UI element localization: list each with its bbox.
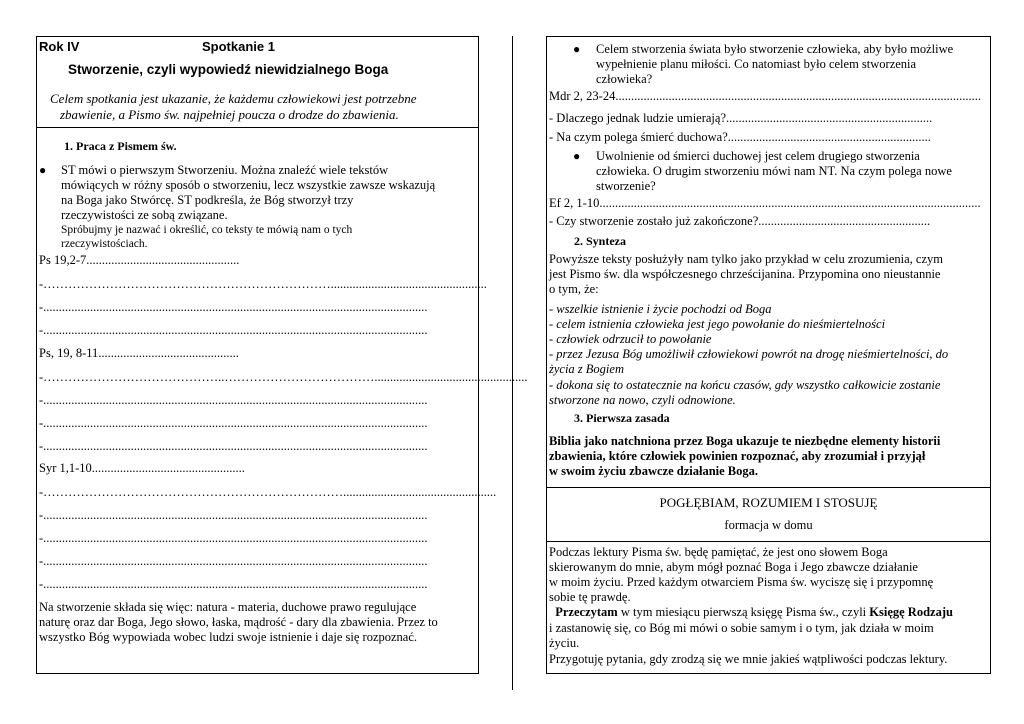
home-line-1: Podczas lektury Pisma św. będę pamiętać, że jest ono słowem Boga bbox=[549, 545, 888, 559]
answer-line: -........................................................................................................................... bbox=[39, 508, 428, 522]
left-header-separator bbox=[36, 127, 479, 128]
answer-line: -........................................................................................................................... bbox=[39, 393, 428, 407]
q1-line-2: wypełnienie planu miłości. Co natomiast było celem stworzenia bbox=[596, 57, 917, 71]
section-3-title: 3. Pierwsza zasada bbox=[574, 411, 670, 425]
question-why-die: - Dlaczego jednak ludzie umierają?.................................................................. bbox=[549, 111, 933, 125]
point-3: - człowiek odrzucił to powołanie bbox=[549, 332, 712, 346]
read-middle: w tym miesiącu pierwszą księgę Pisma św., czyli bbox=[617, 605, 870, 619]
intro-line-3: na Boga jako Stwórcę. ST podkreśla, że Bóg stworzył trzy bbox=[61, 193, 354, 207]
synteza-line-3: o tym, że: bbox=[549, 282, 599, 296]
answer-line: -........................................................................................................................... bbox=[39, 416, 428, 430]
point-1: - wszelkie istnienie i życie pochodzi od Boga bbox=[549, 302, 772, 316]
principle-line-2: zbawienia, które człowiek powinien rozpoznać, aby zrozumiał i przyjął bbox=[549, 449, 926, 463]
q2-line-1: Uwolnienie od śmierci duchowej jest celem drugiego stworzenia bbox=[596, 149, 920, 163]
ref-ps-19-2-7: Ps 19,2-7................................................. bbox=[39, 253, 240, 267]
home-line-3: w moim życiu. Przed każdym otwarciem Pisma św. wyciszę się i przypomnę bbox=[549, 575, 934, 589]
point-5-cont: stworzone na nowo, czyli odnowione. bbox=[549, 393, 736, 407]
year-label: Rok IV bbox=[39, 39, 80, 54]
point-2: - celem istnienia człowieka jest jego powołanie do nieśmiertelności bbox=[549, 317, 886, 331]
answer-line: -……………………………………..………………………………................................................. bbox=[39, 370, 528, 384]
intro-small-1: Spróbujmy je nazwać i określić, co teksty te mówią nam o tych bbox=[61, 224, 353, 236]
intro-small-2: rzeczywistościach. bbox=[61, 238, 148, 250]
section-2-title: 2. Synteza bbox=[574, 234, 626, 248]
answer-line: -…………………………………………………………….................................................. bbox=[39, 277, 487, 291]
home-line-4: sobie tę prawdę. bbox=[549, 590, 631, 604]
page-title: Stworzenie, czyli wypowiedź niewidzialnego Boga bbox=[68, 62, 389, 77]
home-line-8: Przygotuję pytania, gdy zrodzą się we mnie jakieś wątpliwości podczas lektury. bbox=[549, 652, 948, 666]
answer-line: -........................................................................................................................... bbox=[39, 323, 428, 337]
intro-line-4: rzeczywistości ze sobą związane. bbox=[61, 208, 228, 222]
principle-line-3: w swoim życiu zbawcze działanie Boga. bbox=[549, 464, 759, 478]
point-4-cont: życia z Bogiem bbox=[549, 362, 624, 376]
answer-line: -........................................................................................................................... bbox=[39, 439, 428, 453]
home-line-6: i zastanowię się, co Bóg mi mówi o sobie samym i o tym, jak działa w moim bbox=[549, 621, 934, 635]
point-5: - dokona się to ostatecznie na końcu czasów, gdy wszystko całkowicie zostanie bbox=[549, 378, 941, 392]
goal-line-2: zbawienie, a Pismo św. najpełniej poucza o drodze do zbawienia. bbox=[60, 107, 399, 122]
ref-ef: Ef 2, 1-10.......................................................................................................................... bbox=[549, 196, 981, 210]
section-1-title: 1. Praca z Pismem św. bbox=[64, 139, 177, 153]
synteza-line-2: jest Pismo św. dla współczesnego chrześcijanina. Przypomina ono nieustannie bbox=[549, 267, 941, 281]
bullet-icon: ● bbox=[573, 149, 581, 163]
answer-line: -………………………………………………………………................................................. bbox=[39, 485, 497, 499]
meeting-label: Spotkanie 1 bbox=[202, 39, 275, 54]
answer-line: -........................................................................................................................... bbox=[39, 531, 428, 545]
fold-divider bbox=[512, 36, 513, 690]
home-read-line bbox=[549, 605, 953, 620]
question-finished: - Czy stworzenie zostało już zakończone?....................................................... bbox=[549, 214, 931, 228]
bullet-icon: ● bbox=[573, 42, 581, 56]
ref-syr-1-1-10: Syr 1,1-10................................................. bbox=[39, 461, 245, 475]
home-subheader: formacja w domu bbox=[724, 518, 813, 532]
answer-line: -........................................................................................................................... bbox=[39, 577, 428, 591]
point-4: - przez Jezusa Bóg umożliwił człowiekowi powrót na drogę nieśmiertelności, do bbox=[549, 347, 949, 361]
goal-line-1: Celem spotkania jest ukazanie, że każdemu człowiekowi jest potrzebne bbox=[50, 91, 417, 106]
right-body-separator bbox=[546, 487, 991, 488]
home-header-separator bbox=[546, 541, 991, 542]
q1-line-3: człowieka? bbox=[596, 72, 653, 86]
q2-line-3: stworzenie? bbox=[596, 179, 656, 193]
intro-line-2: mówiących w różny sposób o stworzeniu, lecz wszystkie zawsze wskazują bbox=[61, 178, 436, 192]
summary-line-1: Na stworzenie składa się więc: natura - materia, duchowe prawo regulujące bbox=[39, 600, 417, 614]
summary-line-2: naturę oraz dar Boga, Jego słowo, łaska, mądrość - dary dla zbawienia. Przez to bbox=[39, 615, 438, 629]
synteza-line-1: Powyższe teksty posłużyły nam tylko jako przykład w celu zrozumienia, czym bbox=[549, 252, 943, 266]
home-line-7: życiu. bbox=[549, 636, 580, 650]
principle-line-1: Biblia jako natchniona przez Boga ukazuje te niezbędne elementy historii bbox=[549, 434, 941, 448]
read-emphasis: Przeczytam bbox=[555, 605, 618, 619]
book-name: Księgę Rodzaju bbox=[869, 605, 953, 619]
bullet-icon: ● bbox=[39, 163, 47, 177]
ref-ps-19-8-11: Ps, 19, 8-11............................................. bbox=[39, 346, 239, 360]
home-line-2: skierowanym do mnie, abym mógł poznać Boga i Jego zbawcze działanie bbox=[549, 560, 918, 574]
intro-line-1: ST mówi o pierwszym Stworzeniu. Można znaleźć wiele tekstów bbox=[61, 163, 389, 177]
home-header: POGŁĘBIAM, ROZUMIEM I STOSUJĘ bbox=[659, 495, 878, 510]
q1-line-1: Celem stworzenia świata było stworzenie człowieka, aby było możliwe bbox=[596, 42, 954, 56]
ref-mdr: Mdr 2, 23-24..................................................................................................................... bbox=[549, 89, 981, 103]
q2-line-2: człowieka. O drugim stworzeniu mówi nam NT. Na czym polega nowe bbox=[596, 164, 952, 178]
answer-line: -........................................................................................................................... bbox=[39, 300, 428, 314]
answer-line: -........................................................................................................................... bbox=[39, 554, 428, 568]
question-spiritual-death: - Na czym polega śmierć duchowa?................................................................. bbox=[549, 130, 931, 144]
summary-line-3: wszystko Bóg wypowiada wobec ludzi swoje istnienie i daje się rozpoznać. bbox=[39, 630, 418, 644]
